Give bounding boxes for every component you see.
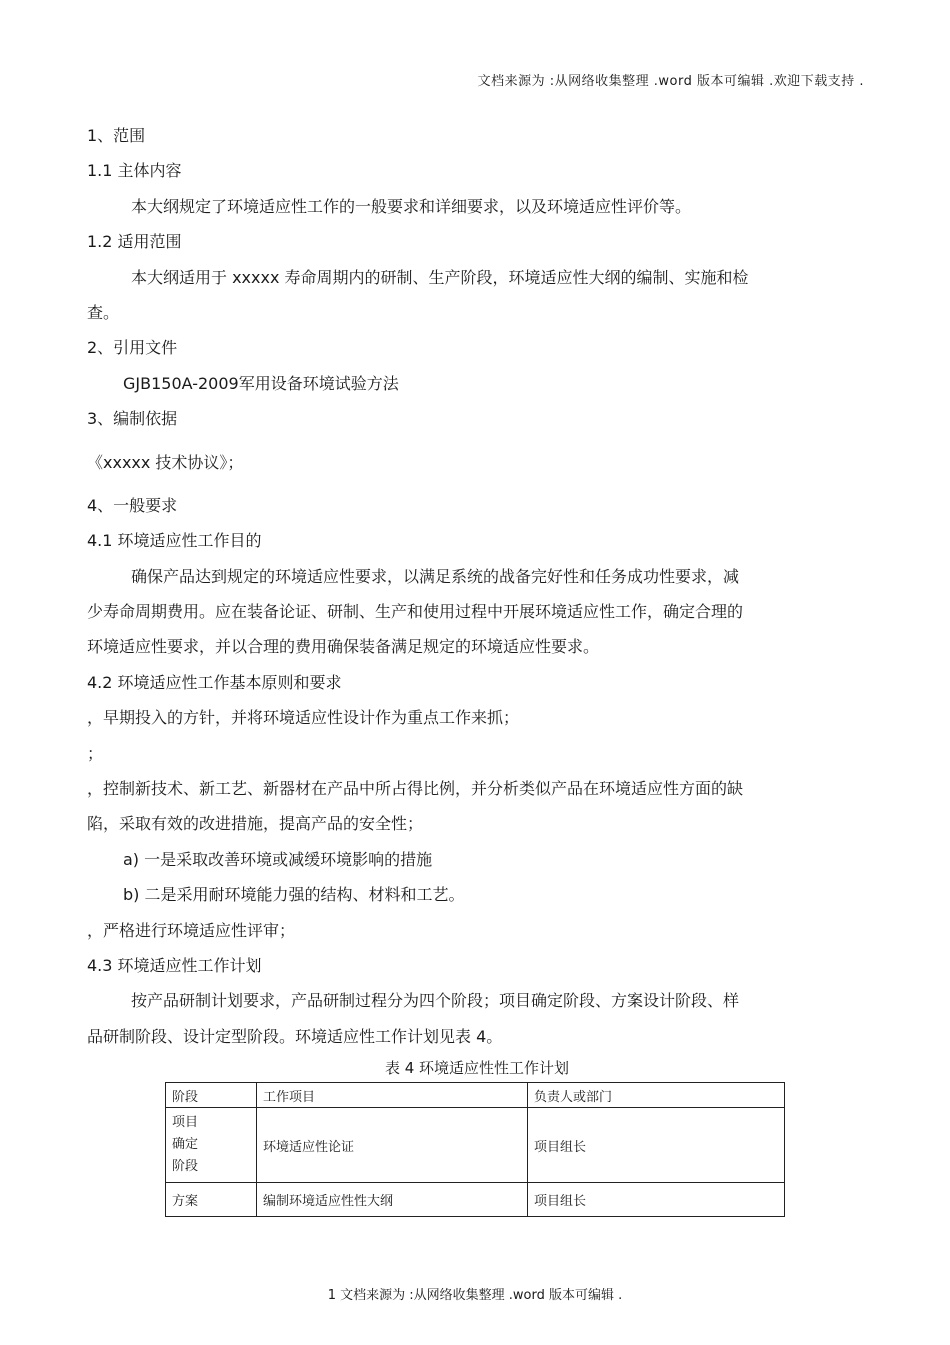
row1-stage-line3: 阶段 [172, 1159, 199, 1175]
table-row [166, 1108, 785, 1183]
section-1-2-body-line2: 查。 [87, 302, 120, 322]
row1-work-item: 环境适应性论证 [257, 1108, 528, 1183]
section-1-2-body-line1: 本大纲适用于 xxxxx 寿命周期内的研制、生产阶段，环境适应性大纲的编制、实施和检 [131, 267, 749, 287]
work-plan-table [165, 1082, 785, 1217]
section-4-2-item-a: a) 一是采取改善环境或减缓环境影响的措施 [123, 849, 433, 869]
section-4-2-line2: ； [87, 743, 104, 763]
section-4-1-para-line2: 少寿命周期费用。应在装备论证、研制、生产和使用过程中开展环境适应性工作，确定合理的 [87, 602, 744, 622]
row2-stage: 方案 [166, 1183, 257, 1217]
section-4-2-item-b: b) 二是采用耐环境能力强的结构、材料和工艺。 [123, 885, 465, 905]
section-4-1-para-line1: 确保产品达到规定的环境适应性要求，以满足系统的战备完好性和任务成功性要求，减 [131, 566, 740, 586]
section-1-2-title: 1.2 适用范围 [87, 232, 182, 252]
row2-work-item: 编制环境适应性性大纲 [257, 1183, 528, 1217]
section-1-title: 1、范围 [87, 126, 146, 145]
section-4-1-title: 4.1 环境适应性工作目的 [87, 531, 262, 551]
header-stage: 阶段 [166, 1083, 257, 1108]
row1-stage [166, 1108, 257, 1183]
document-body [87, 118, 847, 1217]
row1-stage-line1: 项目 [172, 1115, 199, 1131]
row1-stage-line2: 确定 [172, 1137, 199, 1153]
section-4-2-line3: ，控制新技术、新工艺、新器材在产品中所占得比例，并分析类似产品在环境适应性方面的缺 [87, 779, 744, 799]
table-row [166, 1183, 785, 1217]
section-4-3-para-line2: 品研制阶段、设计定型阶段。环境适应性工作计划见表 4。 [87, 1026, 503, 1046]
reference-doc: GJB150A-2009军用设备环境试验方法 [123, 373, 399, 393]
section-2-title: 2、引用文件 [87, 338, 178, 358]
section-4-2-line4: 陷，采取有效的改进措施，提高产品的安全性； [87, 814, 424, 834]
section-4-2-title: 4.2 环境适应性工作基本原则和要求 [87, 672, 342, 692]
basis-doc: 《xxxxx 技术协议》； [87, 452, 244, 472]
section-1-1-body: 本大纲规定了环境适应性工作的一般要求和详细要求，以及环境适应性评价等。 [131, 196, 692, 216]
section-1-1-title: 1.1 主体内容 [87, 161, 182, 181]
table-header-row [166, 1083, 785, 1108]
section-4-3-para-line1: 按产品研制计划要求，产品研制过程分为四个阶段；项目确定阶段、方案设计阶段、样 [131, 991, 740, 1011]
page-header: 文档来源为 :从网络收集整理 .word 版本可编辑 .欢迎下载支持 . [477, 74, 864, 89]
section-4-title: 4、一般要求 [87, 495, 178, 515]
header-work-item: 工作项目 [257, 1083, 528, 1108]
section-4-3-title: 4.3 环境适应性工作计划 [87, 955, 262, 975]
section-4-2-line1: ，早期投入的方针，并将环境适应性设计作为重点工作来抓； [87, 708, 520, 728]
section-4-1-para-line3: 环境适应性要求，并以合理的费用确保装备满足规定的环境适应性要求。 [87, 637, 600, 657]
header-owner: 负责人或部门 [528, 1083, 785, 1108]
row1-owner: 项目组长 [528, 1108, 785, 1183]
row2-owner: 项目组长 [528, 1183, 785, 1217]
page-footer: 1 文档来源为 :从网络收集整理 .word 版本可编辑 . [327, 1288, 623, 1303]
section-3-title: 3、编制依据 [87, 409, 178, 429]
table-caption: 表 4 环境适应性性工作计划 [384, 1059, 570, 1078]
section-4-2-line5: ，严格进行环境适应性评审； [87, 920, 296, 940]
